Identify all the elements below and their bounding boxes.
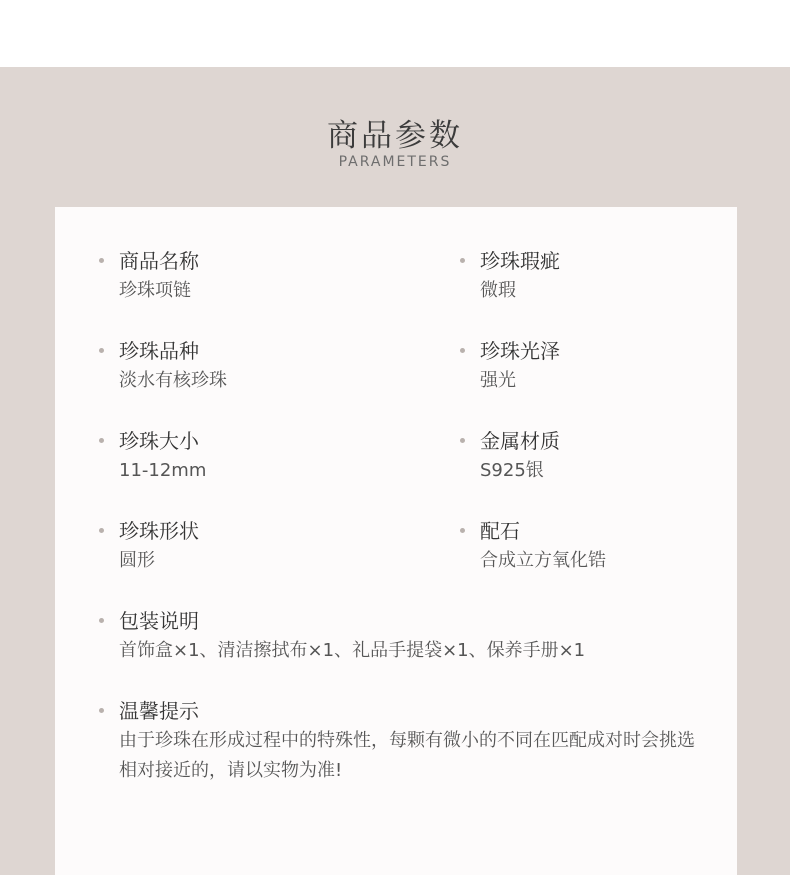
param-label: 温馨提示 [119, 699, 199, 723]
param-value: 合成立方氧化锆 [480, 550, 606, 571]
param-pearl-luster [480, 338, 560, 396]
param-value: 由于珍珠在形成过程中的特殊性，每颗有微小的不同在匹配成对时会挑选相对接近的，请以实物为准! [119, 730, 695, 781]
param-metal-material [480, 428, 560, 486]
param-value: 微瑕 [480, 280, 516, 301]
param-label: 珍珠瑕疵 [480, 249, 560, 273]
section-subtitle: PARAMETERS [338, 154, 452, 170]
bullet-dot [99, 708, 104, 713]
param-value: 珍珠项链 [119, 280, 191, 301]
bullet-dot [99, 438, 104, 443]
param-value: S925银 [480, 460, 544, 481]
bullet-dot [99, 528, 104, 533]
param-label: 珍珠大小 [119, 429, 199, 453]
param-notice [119, 698, 699, 786]
param-gemstone [480, 518, 606, 576]
param-label: 珍珠形状 [119, 519, 199, 543]
parameters-card [55, 207, 737, 875]
bullet-dot [99, 348, 104, 353]
section-title: 商品参数 [327, 118, 463, 154]
param-product-name [119, 248, 199, 306]
param-pearl-flaw [480, 248, 560, 306]
param-packaging [119, 608, 585, 666]
param-label: 包装说明 [119, 609, 199, 633]
bullet-dot [460, 438, 465, 443]
bullet-dot [460, 528, 465, 533]
param-label: 配石 [480, 519, 520, 543]
param-label: 金属材质 [480, 429, 560, 453]
param-value: 11-12mm [119, 460, 207, 481]
bullet-dot [460, 348, 465, 353]
param-label: 商品名称 [119, 249, 199, 273]
bullet-dot [99, 258, 104, 263]
bullet-dot [460, 258, 465, 263]
param-value: 圆形 [119, 550, 155, 571]
param-value: 首饰盒×1、清洁擦拭布×1、礼品手提袋×1、保养手册×1 [119, 640, 586, 661]
param-pearl-variety [119, 338, 227, 396]
param-pearl-size [119, 428, 206, 486]
bullet-dot [99, 618, 104, 623]
param-pearl-shape [119, 518, 199, 576]
param-value: 强光 [480, 370, 516, 391]
param-label: 珍珠光泽 [480, 339, 560, 363]
param-label: 珍珠品种 [119, 339, 199, 363]
param-value: 淡水有核珍珠 [119, 370, 227, 391]
